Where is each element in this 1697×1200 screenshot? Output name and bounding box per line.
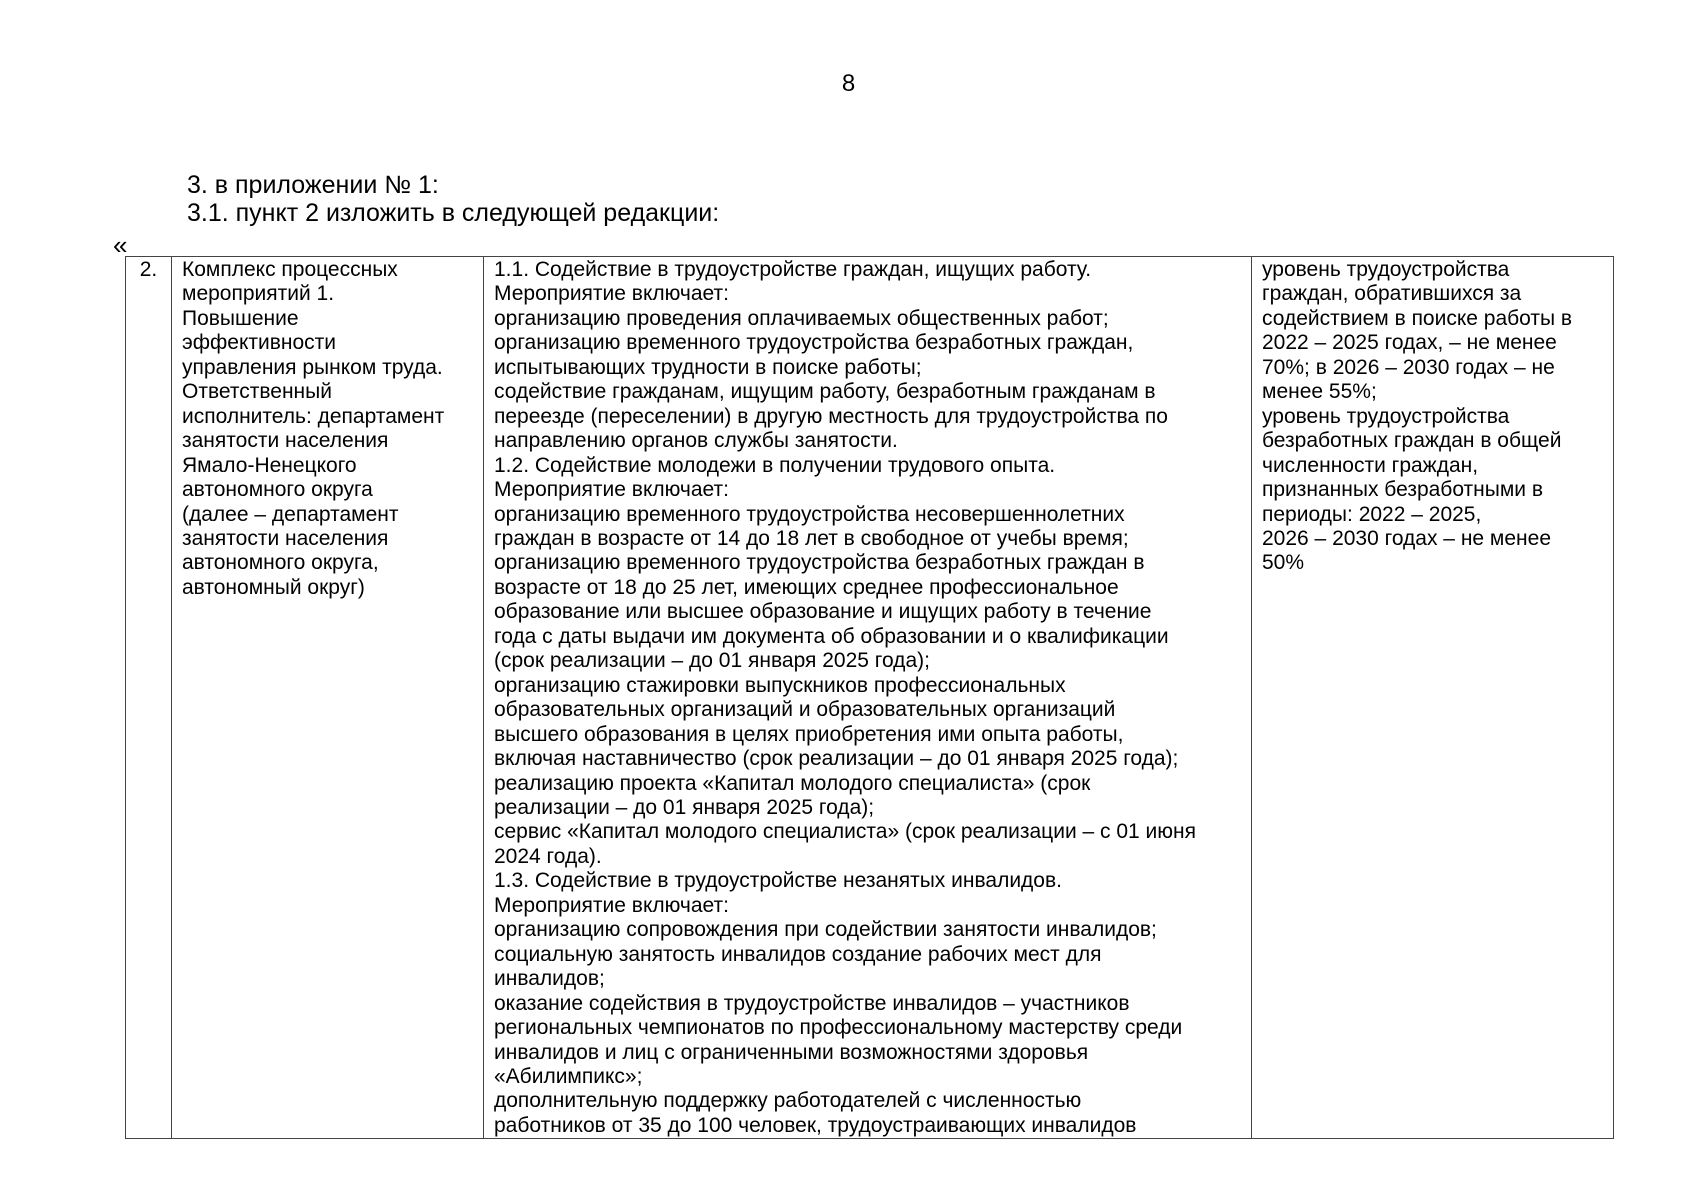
- text-line: Мероприятие включает:: [494, 282, 729, 306]
- activities-cell: [484, 257, 1252, 1139]
- text-line: высшего образования в целях приобретения ими опыта работы,: [494, 722, 1124, 746]
- text-line: 1.2. Содействие молодежи в получении трудового опыта.: [494, 453, 1056, 477]
- text-line: менее 55%;: [1262, 380, 1377, 404]
- text-line: социальную занятость инвалидов создание рабочих мест для: [494, 942, 1102, 966]
- text-line: автономного округа: [182, 478, 373, 502]
- text-line: (срок реализации – до 01 января 2025 года);: [494, 649, 930, 673]
- text-line: автономный округ): [182, 575, 365, 599]
- text-line: года с даты выдачи им документа об образовании и о квалификации: [494, 624, 1169, 648]
- text-line: уровень трудоустройства: [1262, 258, 1510, 281]
- text-line: испытывающих трудности в поиске работы;: [494, 355, 922, 379]
- text-line: 2022 – 2025 годах, – не менее: [1262, 331, 1557, 355]
- text-line: Комплекс процессных: [182, 258, 398, 281]
- text-line: занятости населения: [182, 526, 389, 550]
- intro-line-2: 3.1. пункт 2 изложить в следующей редакции:: [187, 199, 720, 227]
- text-line: содействие гражданам, ищущим работу, безработным гражданам в: [494, 380, 1156, 404]
- text-line: содействием в поиске работы в: [1262, 306, 1573, 330]
- text-line: признанных безработными в: [1262, 478, 1544, 502]
- table-row: [126, 257, 1614, 1139]
- text-line: 70%; в 2026 – 2030 годах – не: [1262, 355, 1555, 379]
- text-line: Ответственный: [182, 380, 332, 404]
- text-line: работников от 35 до 100 человек, трудоустраивающих инвалидов: [494, 1113, 1137, 1137]
- intro-line-1: 3. в приложении № 1:: [187, 171, 439, 199]
- text-line: 2024 года).: [494, 844, 602, 868]
- text-line: автономного округа,: [182, 551, 379, 575]
- program-cell: [172, 257, 484, 1139]
- text-line: «Абилимпикс»;: [494, 1064, 643, 1088]
- text-line: Мероприятие включает:: [494, 478, 729, 502]
- text-line: сервис «Капитал молодого специалиста» (срок реализации – с 01 июня: [494, 820, 1196, 844]
- text-line: 2026 – 2030 годах – не менее: [1262, 526, 1551, 550]
- text-line: безработных граждан в общей: [1262, 429, 1562, 453]
- text-line: уровень трудоустройства: [1262, 404, 1510, 428]
- page-number: 8: [841, 70, 856, 97]
- text-line: оказание содействия в трудоустройстве инвалидов – участников: [494, 991, 1130, 1015]
- amendment-intro: [187, 171, 719, 227]
- indicators-cell: [1252, 257, 1614, 1139]
- text-line: Повышение: [182, 306, 299, 330]
- text-line: реализации – до 01 января 2025 года);: [494, 795, 875, 819]
- text-line: реализацию проекта «Капитал молодого специалиста» (срок: [494, 771, 1091, 795]
- text-line: исполнитель: департамент: [182, 404, 445, 428]
- text-line: инвалидов и лиц с ограниченными возможностями здоровья: [494, 1040, 1089, 1064]
- text-line: региональных чемпионатов по профессиональному мастерству среди: [494, 1016, 1183, 1040]
- text-line: управления рынком труда.: [182, 355, 443, 379]
- text-line: 1.1. Содействие в трудоустройстве граждан, ищущих работу.: [494, 258, 1092, 281]
- text-line: образовательных организаций и образовательных организаций: [494, 698, 1116, 722]
- text-line: организацию временного трудоустройства безработных граждан в: [494, 551, 1145, 575]
- text-line: периоды: 2022 – 2025,: [1262, 502, 1482, 526]
- text-line: граждан в возрасте от 14 до 18 лет в свободное от учебы время;: [494, 526, 1129, 550]
- text-line: организацию проведения оплачиваемых общественных работ;: [494, 306, 1109, 330]
- text-line: дополнительную поддержку работодателей с численностью: [494, 1089, 1082, 1113]
- text-line: эффективности: [182, 331, 337, 355]
- text-line: организацию временного трудоустройства безработных граждан,: [494, 331, 1134, 355]
- text-line: возрасте от 18 до 25 лет, имеющих среднее профессиональное: [494, 575, 1119, 599]
- text-line: Ямало-Ненецкого: [182, 453, 357, 477]
- text-line: образование или высшее образование и ищущих работу в течение: [494, 600, 1152, 624]
- program-table: [125, 256, 1614, 1139]
- text-line: переезде (переселении) в другую местность для трудоустройства по: [494, 404, 1168, 428]
- row-number-cell: [126, 257, 172, 1139]
- text-line: граждан, обратившихся за: [1262, 282, 1522, 306]
- text-line: организацию стажировки выпускников профессиональных: [494, 673, 1066, 697]
- text-line: занятости населения: [182, 429, 389, 453]
- text-line: инвалидов;: [494, 967, 605, 991]
- text-line: Мероприятие включает:: [494, 893, 729, 917]
- text-line: численности граждан,: [1262, 453, 1479, 477]
- text-line: организацию сопровождения при содействии занятости инвалидов;: [494, 918, 1157, 942]
- text-line: организацию временного трудоустройства несовершеннолетних: [494, 502, 1125, 526]
- text-line: включая наставничество (срок реализации – до 01 января 2025 года);: [494, 747, 1179, 771]
- opening-quote-mark: «: [113, 230, 128, 260]
- text-line: мероприятий 1.: [182, 282, 335, 306]
- row-number: 2.: [139, 258, 158, 281]
- text-line: (далее – департамент: [182, 502, 399, 526]
- text-line: 1.3. Содействие в трудоустройстве незанятых инвалидов.: [494, 869, 1062, 893]
- text-line: направлению органов службы занятости.: [494, 429, 898, 453]
- text-line: 50%: [1262, 551, 1305, 575]
